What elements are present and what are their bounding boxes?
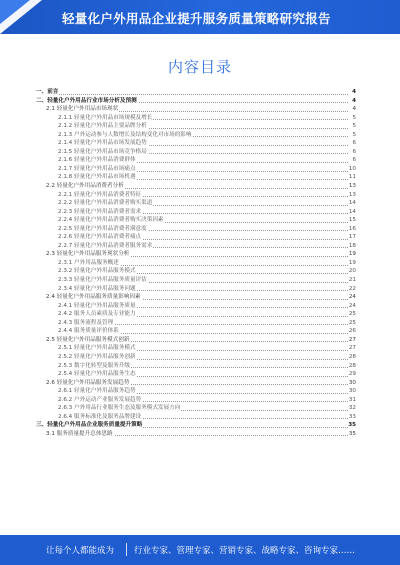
- toc-page-number: 6: [352, 157, 356, 164]
- toc-page-number: 21: [348, 277, 356, 284]
- toc-page-number: 13: [348, 191, 356, 198]
- toc-page-number: 28: [348, 362, 356, 369]
- toc-entry-text: 2.2.4 轻量化户外用品消费者购买决策因素: [58, 217, 164, 224]
- toc-entry-text: 2.1.5 轻量化户外用品市场竞争格局: [58, 148, 147, 155]
- toc-page-number: 16: [348, 225, 356, 232]
- toc-entry[interactable]: [36, 396, 356, 405]
- toc-page-number: 20: [348, 268, 356, 275]
- toc-entry[interactable]: [36, 250, 356, 259]
- toc-entry[interactable]: [36, 413, 356, 422]
- toc-entry-text: 2.4 轻量化户外用品服务质量影响因素: [46, 294, 141, 301]
- toc-entry-text: 一、前言: [36, 89, 59, 95]
- toc-page-number: 29: [348, 371, 356, 378]
- toc-entry-text: 2.6.2 户外运动产业服务发展趋势: [58, 396, 142, 403]
- toc-entry[interactable]: [36, 216, 356, 225]
- toc-entry-text: 3.1 服务质量提升总体思路: [46, 430, 113, 437]
- toc-page-number: 32: [348, 405, 356, 412]
- toc-entry-text: 2.4.4 服务质量评价体系: [58, 328, 119, 335]
- toc-entry[interactable]: [36, 319, 356, 328]
- toc-page-number: 25: [348, 311, 356, 318]
- toc-entry[interactable]: [36, 430, 356, 439]
- toc-entry[interactable]: [36, 199, 356, 208]
- toc-entry[interactable]: [36, 336, 356, 345]
- toc-page-number: 13: [348, 183, 356, 190]
- toc-entry-text: 2.1.8 轻量化户外用品市场机遇: [58, 174, 136, 181]
- toc-entry[interactable]: [36, 88, 356, 97]
- toc-entry-text: 2.5.4 轻量化户外用品服务生态: [58, 371, 136, 378]
- footer-banner: [0, 535, 400, 565]
- toc-entry-text: 2.5.3 数字化转型及服务升级: [58, 362, 130, 369]
- toc-page-number: 33: [348, 413, 356, 420]
- toc-entry[interactable]: [36, 122, 356, 131]
- toc-entry[interactable]: [36, 276, 356, 285]
- toc-page-number: 17: [348, 234, 356, 241]
- toc-page-number: 30: [348, 379, 356, 386]
- toc-page-number: 19: [348, 259, 356, 266]
- toc-page-number: 5: [352, 131, 356, 138]
- toc-entry[interactable]: [36, 208, 356, 217]
- footer-slogan: 让每个人都能成为: [46, 546, 115, 556]
- toc-entry[interactable]: [36, 285, 356, 294]
- toc-entry-text: 2.6.1 轻量化户外用品服务趋势: [58, 388, 136, 395]
- toc-entry-text: 2.3 轻量化户外用品服务现状分析: [46, 251, 130, 258]
- report-title: 轻量化户外用品企业提升服务质量策略研究报告: [62, 11, 331, 26]
- toc-entry[interactable]: [36, 421, 356, 430]
- toc-page-number: 24: [348, 294, 356, 301]
- footer-roles: 行业专家、管理专家、营销专家、战略专家、咨询专家……: [134, 546, 356, 556]
- toc-entry-text: 2.1.2 轻量化户外用品主要品牌分析: [58, 123, 147, 130]
- table-of-contents: [36, 88, 356, 438]
- toc-page-number: 14: [348, 208, 356, 215]
- toc-page-number: 18: [348, 242, 356, 249]
- toc-page-number: 10: [348, 165, 356, 172]
- toc-page-number: 24: [348, 302, 356, 309]
- toc-page-number: 27: [348, 345, 356, 352]
- toc-entry-text: 2.5.2 轻量化户外用品服务创新: [58, 353, 136, 360]
- toc-entry[interactable]: [36, 327, 356, 336]
- toc-entry[interactable]: [36, 293, 356, 302]
- toc-page-number: 4: [352, 97, 356, 104]
- toc-entry[interactable]: [36, 148, 356, 157]
- toc-entry[interactable]: [36, 97, 356, 106]
- toc-entry[interactable]: [36, 302, 356, 311]
- toc-entry[interactable]: [36, 233, 356, 242]
- toc-page-number: 28: [348, 353, 356, 360]
- toc-entry-text: 2.3.4 轻量化户外用品服务问题: [58, 285, 136, 292]
- toc-entry[interactable]: [36, 370, 356, 379]
- toc-entry-text: 2.2.7 轻量化户外用品消费者服务需求: [58, 242, 153, 249]
- toc-page-number: 27: [348, 336, 356, 343]
- toc-page-number: 14: [348, 200, 356, 207]
- toc-entry-text: 2.1.4 轻量化户外用品市场发展趋势: [58, 140, 147, 147]
- toc-entry-text: 2.2.2 轻量化户外用品消费者购买渠道: [58, 200, 153, 207]
- toc-heading: 内容目录: [167, 58, 232, 76]
- toc-page-number: 31: [348, 396, 356, 403]
- toc-entry-text: 2.5.1 轻量化户外用品服务模式: [58, 345, 136, 352]
- toc-page-number: 4: [352, 106, 356, 113]
- toc-entry[interactable]: [36, 156, 356, 165]
- toc-page-number: 4: [352, 89, 356, 95]
- toc-entry[interactable]: [36, 259, 356, 268]
- toc-entry-text: 2.2.1 轻量化户外用品消费者特征: [58, 191, 142, 198]
- toc-dot-leader: [36, 94, 348, 95]
- toc-entry[interactable]: [36, 131, 356, 140]
- toc-entry[interactable]: [36, 267, 356, 276]
- toc-page-number: 35: [348, 430, 356, 437]
- toc-entry-text: 2.4.3 服务流程及管理: [58, 319, 114, 326]
- toc-entry-text: 2.6 轻量化户外用品服务发展趋势: [46, 379, 130, 386]
- toc-entry-text: 2.3.3 轻量化户外用品服务质量评估: [58, 277, 147, 284]
- toc-entry-text: 2.3.2 轻量化户外用品服务模式: [58, 268, 136, 275]
- toc-page-number: 6: [352, 140, 356, 147]
- toc-entry-text: 2.2 轻量化户外用品消费者分析: [46, 183, 124, 190]
- toc-entry-text: 二、轻量化户外用品行业市场分析及预测: [36, 97, 137, 104]
- toc-entry[interactable]: [36, 182, 356, 191]
- toc-entry-text: 2.2.6 轻量化户外用品消费者痛点: [58, 234, 142, 241]
- toc-entry-text: 2.4.1 轻量化户外用品服务质量: [58, 302, 136, 309]
- toc-entry[interactable]: [36, 404, 356, 413]
- toc-entry[interactable]: [36, 379, 356, 388]
- toc-page-number: 5: [352, 123, 356, 130]
- toc-page-number: 22: [348, 285, 356, 292]
- toc-entry[interactable]: [36, 105, 356, 114]
- toc-entry-text: 2.6.4 服务标准化及服务品牌建设: [58, 413, 142, 420]
- toc-entry-text: 2.2.5 轻量化户外用品消费者满意度: [58, 225, 147, 232]
- toc-page-number: 11: [348, 174, 356, 181]
- toc-page-number: 15: [348, 217, 356, 224]
- header-corner-accent: [0, 0, 30, 24]
- toc-page-number: 35: [348, 422, 356, 429]
- toc-entry-text: 2.1.1 轻量化户外用品市场规模及增长: [58, 114, 153, 121]
- toc-entry-text: 2.6.3 户外用品行业服务生态及服务模式发展方向: [58, 405, 181, 412]
- toc-entry[interactable]: [36, 114, 356, 123]
- toc-entry-text: 三、轻量化户外用品企业服务质量提升策略: [36, 422, 143, 429]
- toc-entry[interactable]: [36, 344, 356, 353]
- toc-page-number: 19: [348, 251, 356, 258]
- footer-divider: [126, 543, 127, 556]
- toc-entry[interactable]: [36, 165, 356, 174]
- toc-entry[interactable]: [36, 191, 356, 200]
- toc-entry-text: 2.5 轻量化户外用品服务模式创新: [46, 336, 130, 343]
- toc-entry[interactable]: [36, 353, 356, 362]
- toc-entry[interactable]: [36, 139, 356, 148]
- toc-entry[interactable]: [36, 387, 356, 396]
- toc-entry-text: 2.1 轻量化户外用品市场现状: [46, 106, 119, 113]
- toc-entry-text: 2.1.6 轻量化户外用品消费群体: [58, 157, 136, 164]
- toc-page-number: 26: [348, 328, 356, 335]
- toc-entry-text: 2.3.1 户外用品服务概述: [58, 259, 119, 266]
- toc-entry[interactable]: [36, 310, 356, 319]
- toc-entry[interactable]: [36, 362, 356, 371]
- toc-entry-text: 2.4.2 服务人员素质及专业能力: [58, 311, 136, 318]
- toc-page-number: 5: [352, 114, 356, 121]
- toc-entry-text: 2.1.3 户外运动参与人数增长及结构变化对市场的影响: [58, 131, 192, 138]
- toc-entry[interactable]: [36, 173, 356, 182]
- toc-entry-text: 2.2.3 轻量化户外用品消费者需求: [58, 208, 142, 215]
- toc-entry[interactable]: [36, 225, 356, 234]
- toc-entry[interactable]: [36, 242, 356, 251]
- toc-page-number: 25: [348, 319, 356, 326]
- toc-page-number: 6: [352, 148, 356, 155]
- toc-entry-text: 2.1.7 轻量化户外用品市场痛点: [58, 165, 136, 172]
- header-banner: [0, 0, 400, 34]
- toc-page-number: 30: [348, 388, 356, 395]
